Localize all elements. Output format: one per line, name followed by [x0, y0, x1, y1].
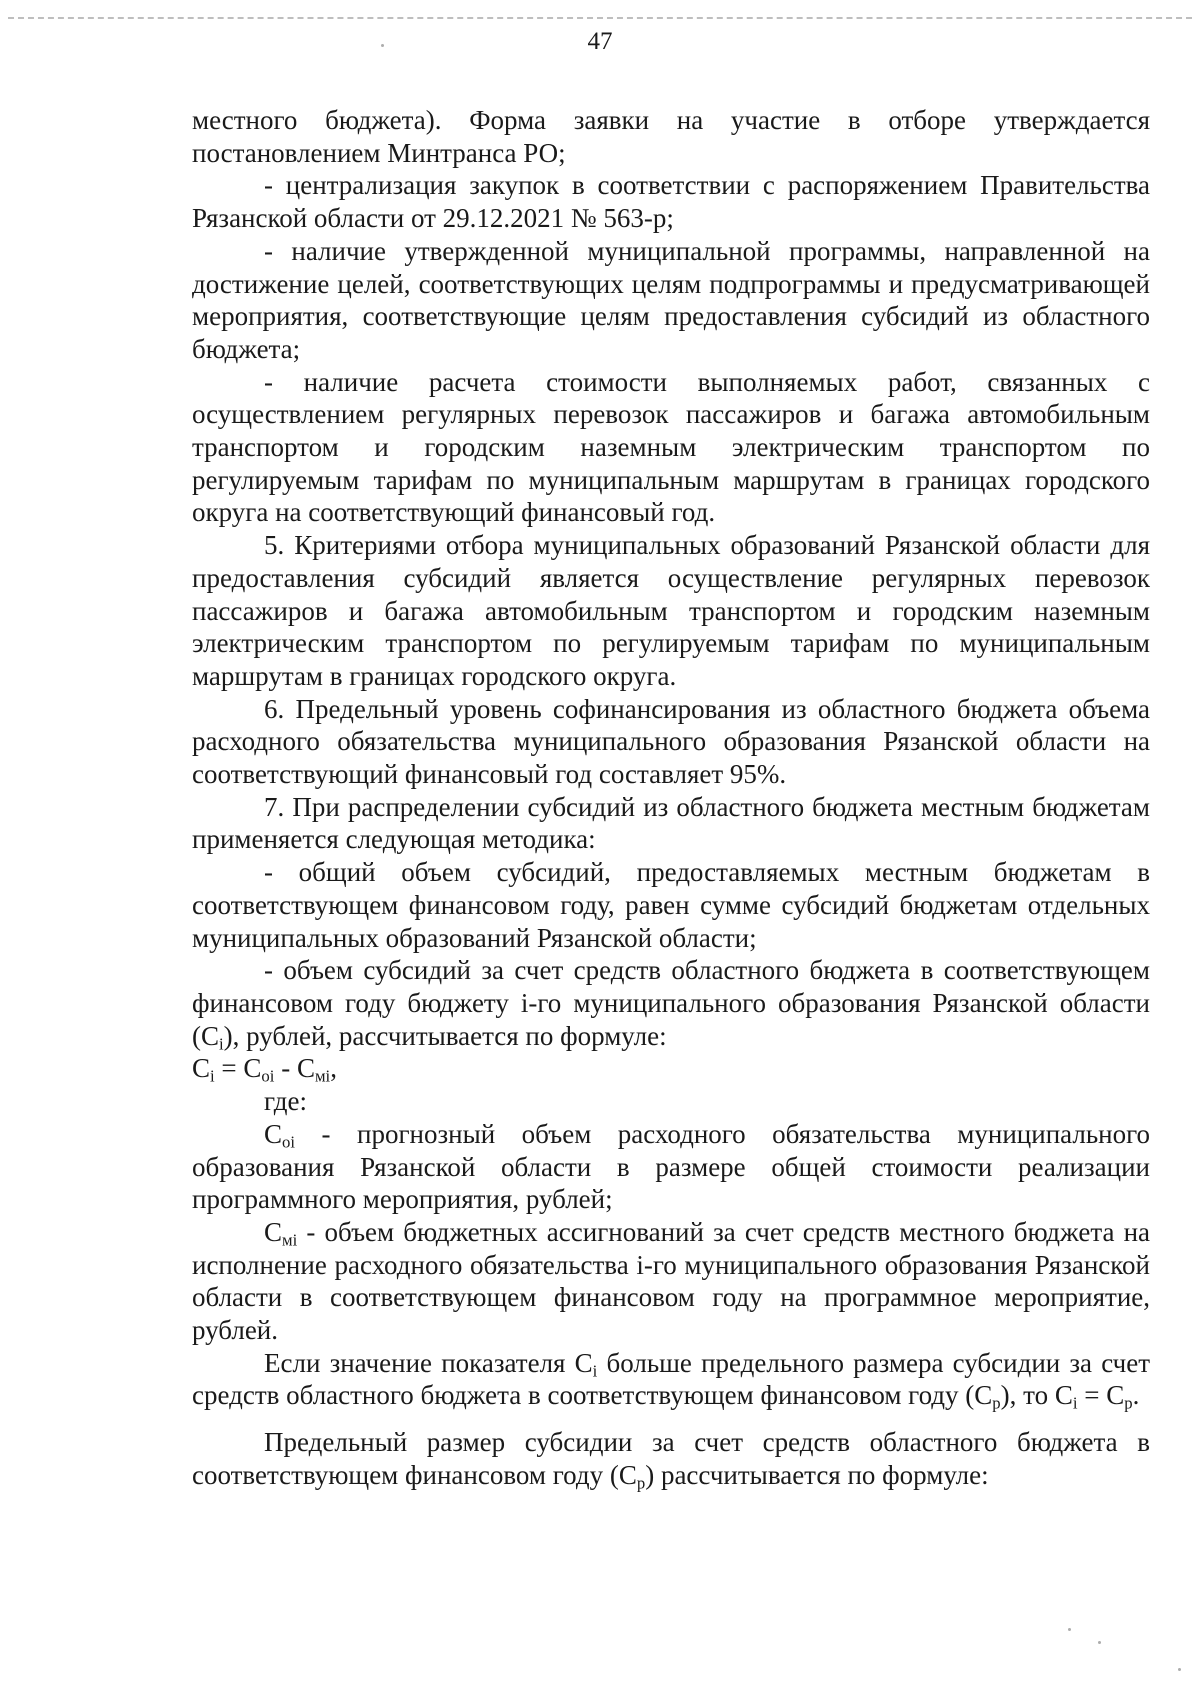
text-run: - наличие расчета стоимости выполняемых работ, связанных с осуществлением регулярных перевозок пассажиров и багажа автомобильным транспортом и городским наземным электрическим транспортом по регулируемым тарифам по муниципальным маршрутам в границах городского округа на соответствующий финансовый год.: [192, 366, 1150, 528]
text-run: C: [192, 1053, 211, 1084]
text-run: C: [264, 1216, 283, 1247]
text-run: - наличие утвержденной муниципальной программы, направленной на достижение целей, соответствующих целям подпрограммы и предусматривающей мероприятия, соответствующие целям предоставления субсидий из областного бюджета;: [192, 235, 1150, 364]
subscript: oi: [282, 1132, 296, 1152]
subscript: i: [592, 1361, 598, 1381]
text-run: - общий объем субсидий, предоставляемых местным бюджетам в соответствующем финансовом году, равен сумме субсидий бюджетам отдельных муниципальных образований Рязанской области;: [192, 857, 1150, 953]
text-run: Если значение показателя C: [264, 1347, 593, 1378]
paragraph: [192, 693, 1150, 791]
paragraph: [192, 1118, 1150, 1216]
text-run: 7. При распределении субсидий из областного бюджета местным бюджетам применяется следующая методика:: [192, 791, 1150, 855]
text-run: - централизация закупок в соответствии с распоряжением Правительства Рязанской области от 29.12.2021 № 563-р;: [192, 170, 1150, 234]
paragraph: [192, 1347, 1150, 1412]
text-run: больше предельного размера субсидии за счет средств областного бюджета в соответствующем финансовом году (C: [192, 1347, 1151, 1411]
subscript: oi: [261, 1067, 275, 1087]
subscript: p: [636, 1473, 646, 1493]
paragraph: [192, 1426, 1150, 1491]
text-run: ), то C: [1000, 1380, 1073, 1411]
scan-speck: [1068, 1628, 1071, 1631]
paragraph: [192, 169, 1150, 234]
text-run: = C: [1077, 1380, 1125, 1411]
text-run: Предельный размер субсидии за счет средств областного бюджета в соответствующем финансовом году (C: [192, 1427, 1150, 1490]
text-run: - C: [274, 1053, 315, 1084]
paragraph: [192, 856, 1150, 954]
subscript: i: [1072, 1394, 1078, 1414]
scan-speck: [1098, 1641, 1101, 1644]
paragraph: [192, 1085, 1150, 1118]
paragraph: [192, 529, 1150, 693]
text-run: = C: [214, 1053, 262, 1084]
text-run: 5. Критериями отбора муниципальных образований Рязанской области для предоставления субсидий является осуществление регулярных перевозок пассажиров и багажа автомобильным транспортом и городским наземным электрическим транспортом по регулируемым тарифам по муниципальным маршрутам в границах городского округа.: [192, 530, 1150, 691]
page-number: 47: [587, 28, 613, 55]
subscript: p: [992, 1394, 1001, 1414]
paragraph: [192, 954, 1150, 1052]
text-run: где:: [264, 1086, 307, 1117]
paragraph: [192, 104, 1150, 169]
paragraph: [192, 366, 1150, 530]
text-run: C: [264, 1118, 283, 1149]
subscript: i: [219, 1034, 224, 1054]
scan-border-line: [8, 17, 1192, 19]
text-run: - объем субсидий за счет средств областного бюджета в соответствующем финансовом году бюджету i-го муниципального образования Рязанской области (C: [192, 955, 1150, 1051]
text-run: ), рублей, рассчитывается по формуле:: [223, 1020, 667, 1051]
paragraph: [192, 791, 1150, 856]
document-body: [192, 104, 1150, 1492]
subscript: i: [210, 1067, 215, 1087]
paragraph: [192, 235, 1150, 366]
text-run: местного бюджета). Форма заявки на участие в отборе утверждается постановлением Минтранса РО;: [192, 105, 1150, 168]
scan-speck: [381, 44, 384, 47]
scan-speck: [1178, 1668, 1181, 1671]
text-run: ,: [330, 1053, 337, 1084]
subscript: мi: [314, 1067, 331, 1087]
paragraph: [192, 1216, 1150, 1347]
text-run: - прогнозный объем расходного обязательства муниципального образования Рязанской области в размере общей стоимости реализации программного мероприятия, рублей;: [192, 1118, 1150, 1215]
text-run: 6. Предельный уровень софинансирования из областного бюджета объема расходного обязательства муниципального образования Рязанской области на соответствующий финансовый год составляет 95%.: [192, 693, 1150, 790]
subscript: мi: [282, 1230, 298, 1250]
text-run: - объем бюджетных ассигнований за счет средств местного бюджета на исполнение расходного обязательства i-го муниципального образования Рязанской области в соответствующем финансовом году на программное мероприятие, рублей.: [192, 1216, 1150, 1346]
subscript: p: [1124, 1394, 1133, 1414]
text-run: ) рассчитывается по формуле:: [645, 1459, 989, 1490]
formula: [192, 1052, 1150, 1085]
text-run: .: [1132, 1380, 1140, 1411]
